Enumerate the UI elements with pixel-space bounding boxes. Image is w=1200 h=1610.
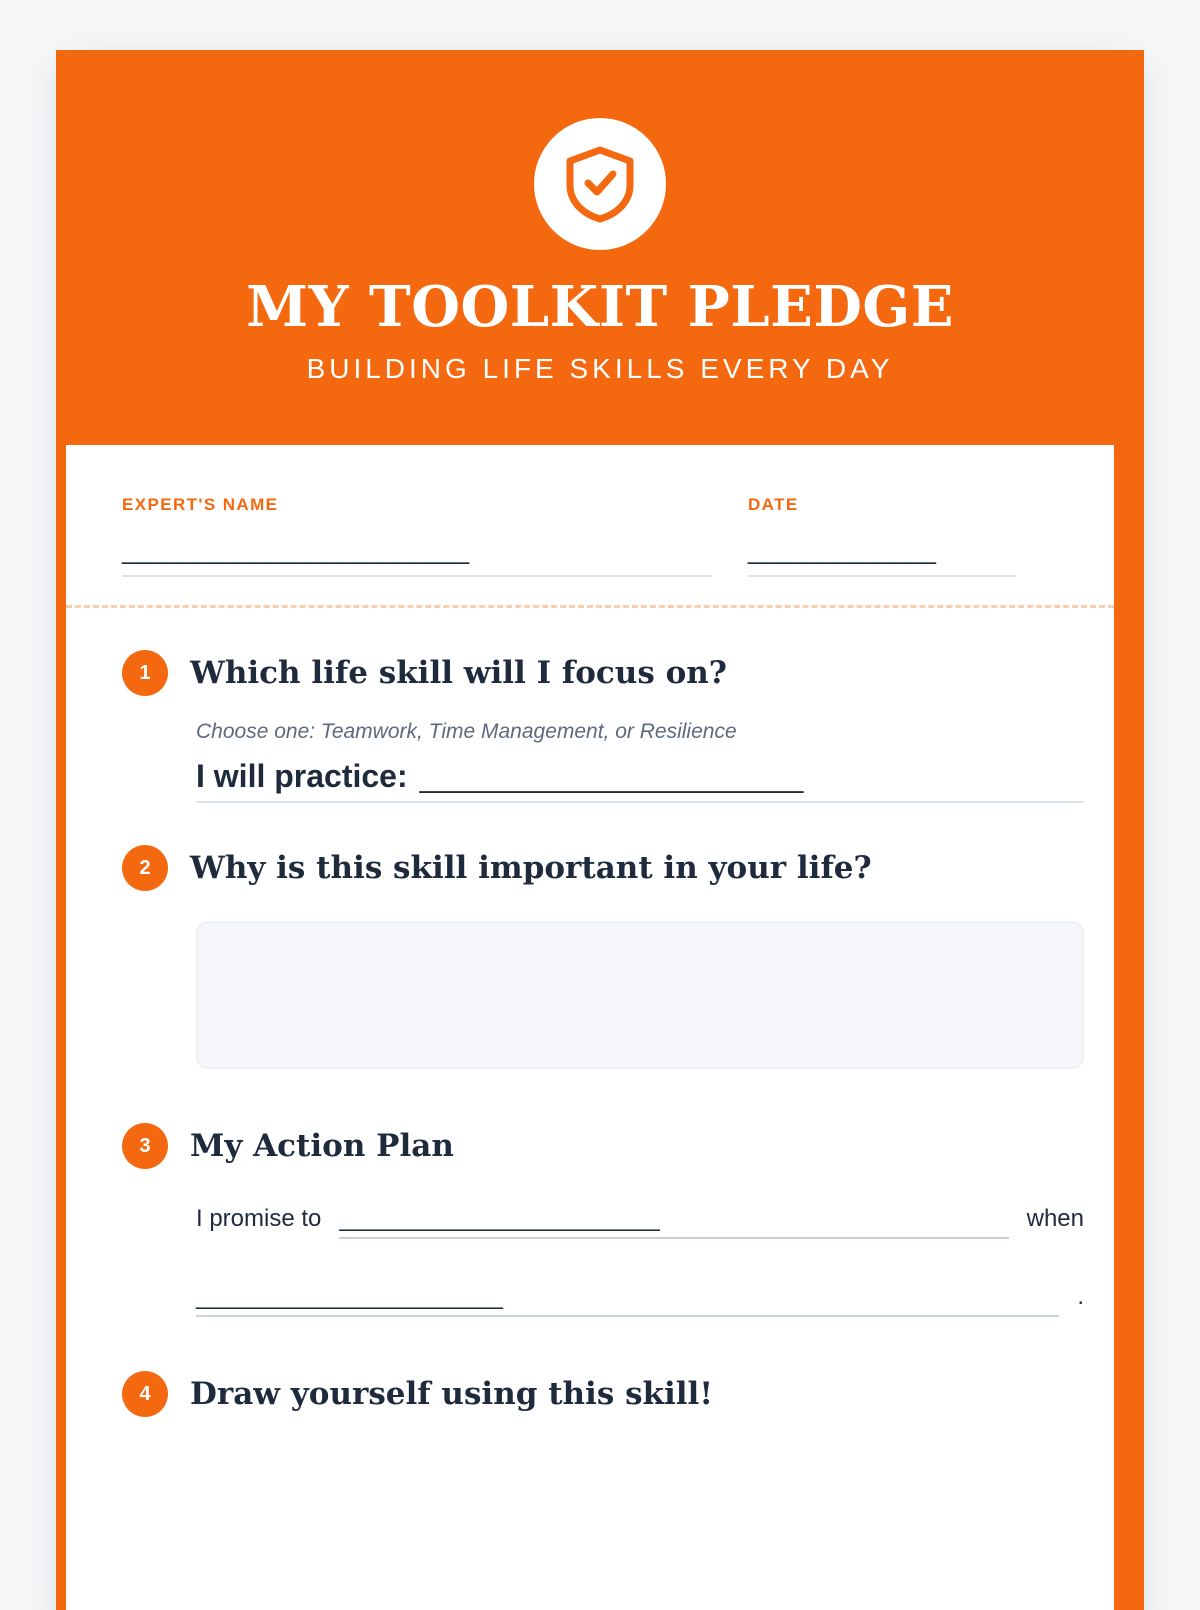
question-1-number: 1 [122,650,168,696]
question-1-head [122,650,1058,696]
expert-name-field[interactable] [122,495,712,577]
section-divider [66,605,1114,608]
question-3 [66,1123,1114,1317]
promise-prefix: I promise to [196,1205,322,1232]
date-input[interactable]: _____________ [748,535,936,565]
promise-end: . [1077,1283,1084,1310]
expert-name-input[interactable]: ________________________ [122,535,470,565]
date-field[interactable] [748,495,1016,577]
page-title: MY TOOLKIT PLEDGE [246,274,954,340]
question-4-text: Draw yourself using this skill! [190,1376,713,1412]
question-3-text: My Action Plan [190,1128,454,1164]
card-header [56,50,1144,445]
expert-name-underline [122,575,712,577]
pledge-card [56,50,1144,1610]
promise-middle: when [1026,1205,1084,1232]
promise-input-2[interactable]: _______________________ [196,1283,1059,1317]
date-underline [748,575,1016,577]
expert-name-label: EXPERT'S NAME [122,495,279,514]
question-1-answer-line[interactable] [196,758,1084,803]
promise-input-1[interactable]: ________________________ [339,1205,1008,1239]
question-3-number: 3 [122,1123,168,1169]
action-plan-line-2[interactable] [196,1283,1084,1317]
card-body [66,445,1114,1610]
meta-row [66,445,1114,577]
question-4 [66,1371,1114,1412]
practice-input[interactable]: _______________________ [419,761,804,794]
date-label: DATE [748,495,799,514]
question-1-hint: Choose one: Teamwork, Time Management, or Resilience [196,720,737,743]
page-subtitle: BUILDING LIFE SKILLS EVERY DAY [306,352,894,384]
question-1-text: Which life skill will I focus on? [190,655,727,691]
question-1 [66,650,1114,803]
question-2-head [122,845,1058,891]
question-3-head [122,1123,1058,1169]
shield-check-icon [534,118,666,250]
question-2-textarea[interactable] [196,921,1084,1069]
question-2-number: 2 [122,845,168,891]
question-2 [66,845,1114,1069]
practice-label: I will practice: [196,758,408,794]
question-4-number: 4 [122,1371,168,1417]
question-2-text: Why is this skill important in your life? [190,850,872,886]
action-plan-line-1[interactable] [196,1205,1084,1239]
question-4-head [122,1371,1058,1417]
